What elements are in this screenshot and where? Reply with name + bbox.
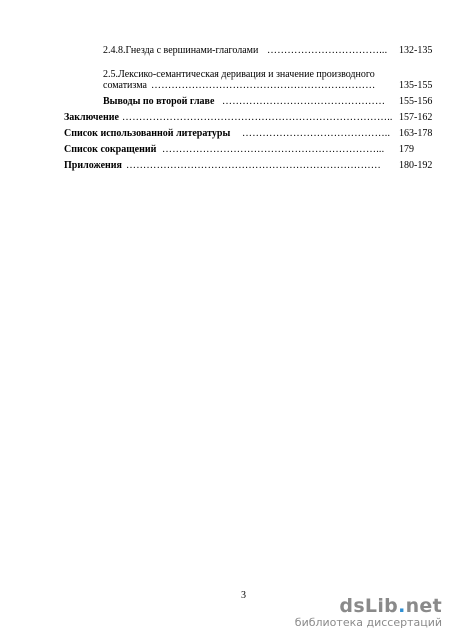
toc-entry-title: Приложения xyxy=(64,160,122,171)
toc-entry-pages: 157-162 xyxy=(399,112,433,123)
toc-leader-dots: ……………………………... xyxy=(267,45,388,56)
toc-entry-title: 2.4.8.Гнезда с вершинами-глаголами xyxy=(103,45,259,56)
toc-leader-dots: ………………………………………………………………… xyxy=(126,160,381,171)
toc-leader-dots: …………………………………….. xyxy=(242,128,391,139)
toc-entry-title: Список использованной литературы xyxy=(64,128,231,139)
watermark-logo xyxy=(295,596,442,616)
toc-entry-pages: 163-178 xyxy=(399,128,433,139)
toc-entry-pages: 180-192 xyxy=(399,160,433,171)
toc-entry-title: Выводы по второй главе xyxy=(103,96,215,107)
toc-entry-title-line2: соматизма xyxy=(103,80,147,91)
watermark-subtitle: библиотека диссертаций xyxy=(294,616,442,629)
toc-entry-pages: 132-135 xyxy=(399,45,433,56)
toc-entry-title: Список сокращений xyxy=(64,144,157,155)
toc-entry-2-5-title-line1: 2.5.Лексико-семантическая деривация и значение производного xyxy=(103,69,375,80)
toc-leader-dots: ………………………………………………………... xyxy=(162,144,385,155)
toc-entry-pages: 155-156 xyxy=(399,96,433,107)
toc-entry-pages: 135-155 xyxy=(399,80,433,91)
watermark-logo-dot: . xyxy=(398,595,406,617)
toc-entry-pages: 179 xyxy=(399,144,414,155)
watermark xyxy=(295,596,442,629)
toc-leader-dots: ………………………………………… xyxy=(222,96,386,107)
toc-entry-title: Заключение xyxy=(64,112,119,123)
watermark-logo-main: dsLib xyxy=(339,595,399,617)
toc-leader-dots: ………………………………………………………… xyxy=(151,80,376,91)
watermark-logo-tld: net xyxy=(405,595,442,617)
page-number: 3 xyxy=(241,590,246,601)
toc-leader-dots: …………………………………………………………………….. xyxy=(122,112,393,123)
